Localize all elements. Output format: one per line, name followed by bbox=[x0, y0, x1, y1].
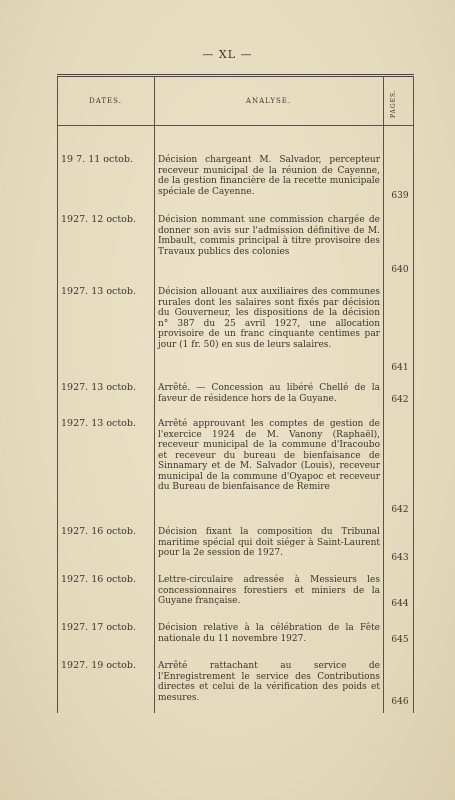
table-border-right bbox=[413, 77, 414, 713]
entry-page: 644 bbox=[391, 599, 409, 609]
table-border-left bbox=[57, 77, 58, 713]
entry-date: 1927. 12 octob. bbox=[61, 214, 137, 225]
entry-page: 640 bbox=[391, 265, 409, 275]
entry-analysis: Lettre-circulaire adressée à Messieurs les concessionnaires forestiers et miniers de la Guyane française. bbox=[158, 575, 380, 606]
entry-date: 1927. 16 octob. bbox=[61, 574, 137, 585]
header-analyse: ANALYSE. bbox=[245, 97, 292, 105]
entry-date: 1927. 13 octob. bbox=[61, 286, 137, 297]
entry-date: 1927. 13 octob. bbox=[61, 382, 137, 393]
column-divider-analyse bbox=[383, 77, 384, 713]
header-rule bbox=[57, 125, 414, 126]
entry-analysis: Décision relative à la célébration de la Fête nationale du 11 novembre 1927. bbox=[158, 623, 380, 644]
entry-date: 1927. 13 octob. bbox=[61, 418, 137, 429]
entry-page: 646 bbox=[391, 697, 409, 707]
entry-analysis: Arrêté. — Concession au libéré Chellé de la faveur de résidence hors de la Guyane. bbox=[158, 383, 380, 404]
header-pages: PAGES. bbox=[390, 89, 397, 119]
entry-analysis: Décision chargeant M. Salvador, percepteur receveur municipal de la réunion de Cayenne, de la gestion financière de la recette municipale spéciale de Cayenne. bbox=[158, 155, 380, 197]
entry-date: 1927. 16 octob. bbox=[61, 526, 137, 537]
entry-date: 19 7. 11 octob. bbox=[61, 154, 133, 165]
entry-page: 645 bbox=[391, 635, 409, 645]
entry-page: 642 bbox=[391, 395, 409, 405]
entry-analysis: Décision fixant la composition du Tribunal maritime spécial qui doit siéger à Saint-Laurent pour la 2e session de 1927. bbox=[158, 527, 380, 558]
entry-analysis: Décision nommant une commission chargée de donner son avis sur l'admission définitive de M. Imbault, commis principal à titre provisoire des Travaux publics des colonies bbox=[158, 215, 380, 257]
entry-date: 1927. 17 octob. bbox=[61, 622, 137, 633]
entry-page: 639 bbox=[391, 191, 409, 201]
entry-page: 641 bbox=[391, 363, 409, 373]
entry-date: 1927. 19 octob. bbox=[61, 660, 137, 671]
entry-analysis: Arrêté rattachant au service de l'Enregistrement le service des Contributions directes et celui de la vérification des poids et mesures. bbox=[158, 661, 380, 703]
header-dates: DATES. bbox=[89, 97, 122, 105]
entry-page: 643 bbox=[391, 553, 409, 563]
entry-analysis: Arrêté approuvant les comptes de gestion de l'exercice 1924 de M. Vanony (Raphaël), receveur municipal de la commune d'Iracoubo et receveur du bureau de bienfaisance de Sinnamary et de M. Salvador (Louis), receveur municipal de la commune d'Oyapoc et receveur du Bureau de bienfaisance de Remire bbox=[158, 419, 380, 492]
entry-page: 642 bbox=[391, 505, 409, 515]
page-number: — XL — bbox=[202, 48, 253, 61]
entry-analysis: Décision allouant aux auxiliaires des communes rurales dont les salaires sont fixés par décision du Gouverneur, les dispositions de la décision n° 387 du 25 avril 1927, une allocation provisoire de un franc cinquante centimes par jour (1 fr. 50) en sus de leurs salaires. bbox=[158, 287, 380, 350]
index-table bbox=[57, 74, 414, 713]
column-divider-dates bbox=[154, 77, 155, 713]
